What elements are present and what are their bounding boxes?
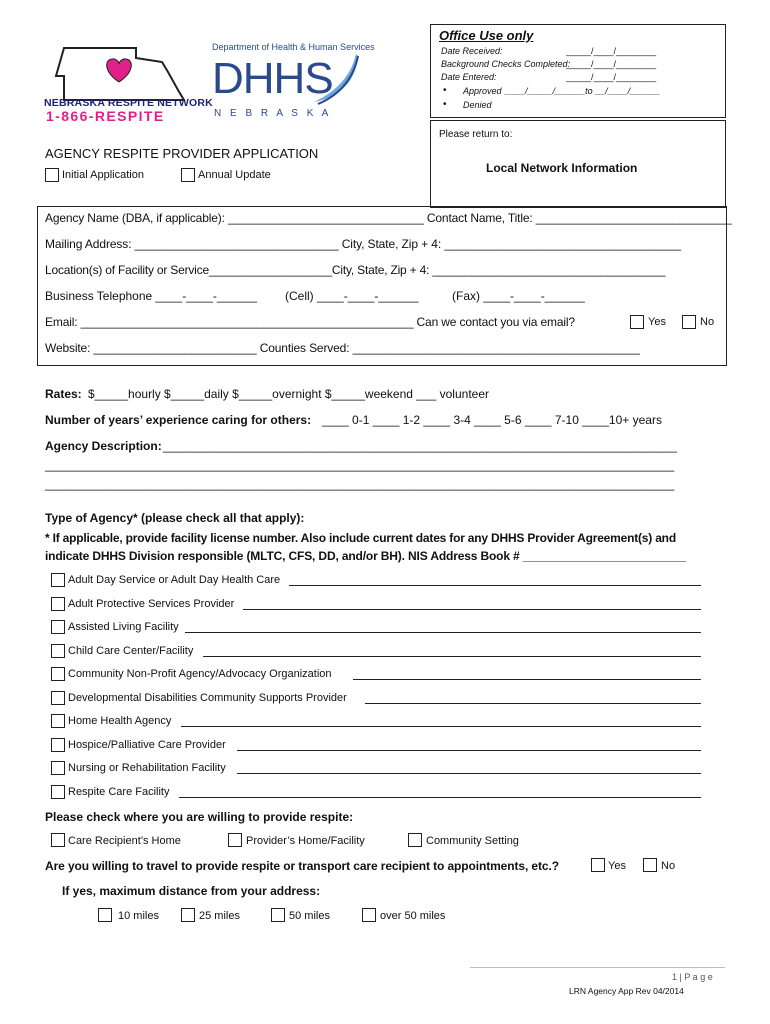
agency-type-title: Type of Agency* (please check all that apply):	[45, 511, 305, 525]
agency-type-label: Adult Protective Services Provider	[68, 598, 235, 610]
agency-type-note2: indicate DHHS Division responsible (MLTC, CFS, DD, and/or BH). NIS Address Book # _________________________	[45, 549, 686, 563]
respite-location-title: Please check where you are willing to provide respite:	[45, 810, 354, 824]
experience-options[interactable]: ____ 0-1 ____ 1-2 ____ 3-4 ____ 5-6 ____ 7-10 ____10+ years	[322, 413, 662, 427]
license-line[interactable]	[365, 703, 701, 704]
care-recipient-home-label: Care Recipient’s Home	[68, 835, 181, 847]
list-item	[51, 785, 701, 801]
date-entered-label: Date Entered:	[441, 72, 497, 82]
page-number: 1 | P a g e	[672, 972, 713, 982]
travel-no-label: No	[661, 860, 676, 872]
agency-type-checkbox[interactable]	[51, 573, 65, 587]
distance-10-checkbox[interactable]	[98, 908, 112, 922]
background-check-label: Background Checks Completed:	[441, 59, 571, 69]
agency-type-label: Respite Care Facility	[68, 786, 170, 798]
license-line[interactable]	[289, 585, 701, 586]
care-recipient-home-checkbox[interactable]	[51, 833, 65, 847]
agency-type-checkbox[interactable]	[51, 620, 65, 634]
annual-update-label: Annual Update	[198, 169, 271, 181]
agency-type-checkbox[interactable]	[51, 785, 65, 799]
email-yes-checkbox[interactable]	[630, 315, 644, 329]
agency-type-checkbox[interactable]	[51, 738, 65, 752]
dhhs-state: N E B R A S K A	[214, 108, 332, 119]
footer-divider	[470, 967, 725, 968]
distance-25-label: 25 miles	[199, 910, 240, 922]
agency-type-label: Adult Day Service or Adult Day Health Care	[68, 574, 281, 586]
agency-description-label: Agency Description:	[45, 439, 162, 453]
email-field[interactable]: Email: ___________________________________________________ Can we contact you via email?	[45, 315, 575, 329]
distance-50plus-label: over 50 miles	[380, 910, 446, 922]
travel-yes-label: Yes	[608, 860, 626, 872]
distance-50-label: 50 miles	[289, 910, 330, 922]
travel-no-checkbox[interactable]	[643, 858, 657, 872]
license-line[interactable]	[237, 773, 701, 774]
travel-question: Are you willing to travel to provide respite or transport care recipient to appointments, etc.?	[45, 859, 559, 873]
license-line[interactable]	[353, 679, 701, 680]
list-item	[51, 644, 701, 660]
agency-type-checkbox[interactable]	[51, 644, 65, 658]
agency-type-label: Child Care Center/Facility	[68, 645, 194, 657]
provider-home-label: Provider’s Home/Facility	[246, 835, 365, 847]
fax-field[interactable]: (Fax) ____-____-______	[452, 289, 585, 303]
agency-name-field[interactable]: Agency Name (DBA, if applicable): ______________________________ Contact Name, Title: ______________________________	[45, 211, 732, 225]
website-field[interactable]: Website: _________________________ Counties Served: ____________________________________________	[45, 341, 640, 355]
distance-10-label: 10 miles	[118, 910, 159, 922]
agency-description-line3[interactable]: _______________________________________________________________________________________________	[45, 477, 675, 491]
date-entered-value[interactable]: _____/____/________	[566, 72, 657, 82]
provider-home-checkbox[interactable]	[228, 833, 242, 847]
distance-25-checkbox[interactable]	[181, 908, 195, 922]
agency-type-label: Hospice/Palliative Care Provider	[68, 739, 226, 751]
list-item	[51, 691, 701, 707]
swoosh-icon	[314, 52, 360, 106]
list-item	[51, 597, 701, 613]
license-line[interactable]	[237, 750, 701, 751]
denied-bullet: •	[443, 99, 447, 110]
location-field[interactable]: Location(s) of Facility or Service___________________City, State, Zip + 4: ____________________________________	[45, 263, 666, 277]
nrn-phone: 1-866-RESPITE	[46, 108, 165, 124]
approved-value[interactable]: ____/_____/______to __/____/______	[505, 86, 661, 96]
email-no-checkbox[interactable]	[682, 315, 696, 329]
denied-label: Denied	[463, 100, 492, 110]
distance-50-checkbox[interactable]	[271, 908, 285, 922]
rates-field[interactable]: $_____hourly $_____daily $_____overnight $_____weekend ___ volunteer	[88, 387, 489, 401]
agency-type-label: Assisted Living Facility	[68, 621, 179, 633]
list-item	[51, 573, 701, 589]
nrn-logo	[44, 44, 213, 126]
revision-note: LRN Agency App Rev 04/2014	[569, 986, 684, 996]
experience-label: Number of years’ experience caring for others:	[45, 413, 312, 427]
list-item	[51, 761, 701, 777]
community-setting-label: Community Setting	[426, 835, 519, 847]
date-received-value[interactable]: _____/____/________	[566, 46, 657, 56]
page-title: AGENCY RESPITE PROVIDER APPLICATION	[45, 146, 319, 161]
cell-field[interactable]: (Cell) ____-____-______	[285, 289, 419, 303]
nebraska-map-icon	[44, 44, 194, 104]
agency-type-checkbox[interactable]	[51, 714, 65, 728]
agency-type-label: Nursing or Rehabilitation Facility	[68, 762, 226, 774]
agency-type-note1: * If applicable, provide facility license number. Also include current dates for any DHHS Provider Agreement(s) and	[45, 531, 676, 545]
license-line[interactable]	[203, 656, 701, 657]
list-item	[51, 667, 701, 683]
community-setting-checkbox[interactable]	[408, 833, 422, 847]
approved-bullet: •	[443, 85, 447, 96]
distance-label: If yes, maximum distance from your address:	[62, 884, 321, 898]
office-use-title: Office Use only	[439, 28, 534, 43]
initial-application-checkbox[interactable]	[45, 168, 59, 182]
return-label: Please return to:	[439, 129, 513, 140]
rates-label: Rates:	[45, 387, 82, 401]
agency-type-label: Community Non-Profit Agency/Advocacy Organization	[68, 668, 332, 680]
business-telephone-field[interactable]: Business Telephone ____-____-______	[45, 289, 257, 303]
agency-type-label: Developmental Disabilities Community Supports Provider	[68, 692, 347, 704]
agency-type-checkbox[interactable]	[51, 691, 65, 705]
date-received-label: Date Received:	[441, 46, 503, 56]
list-item	[51, 714, 701, 730]
agency-type-checkbox[interactable]	[51, 667, 65, 681]
email-yes-label: Yes	[648, 316, 666, 328]
list-item	[51, 738, 701, 754]
agency-description-line1[interactable]: _____________________________________________________________________________	[163, 439, 677, 453]
approved-label: Approved	[463, 86, 502, 96]
mailing-address-field[interactable]: Mailing Address: _______________________________ City, State, Zip + 4: ____________________________________	[45, 237, 681, 251]
annual-update-checkbox[interactable]	[181, 168, 195, 182]
nrn-name: NEBRASKA RESPITE NETWORK	[44, 97, 213, 109]
agency-type-checkbox[interactable]	[51, 761, 65, 775]
background-check-value[interactable]: _____/____/________	[566, 59, 657, 69]
license-line[interactable]	[185, 632, 701, 633]
initial-application-label: Initial Application	[62, 169, 144, 181]
agency-description-line2[interactable]: _______________________________________________________________________________________________	[45, 458, 675, 472]
license-line[interactable]	[179, 797, 701, 798]
agency-type-label: Home Health Agency	[68, 715, 172, 727]
distance-50plus-checkbox[interactable]	[362, 908, 376, 922]
dhhs-logo	[212, 42, 375, 122]
list-item	[51, 620, 701, 636]
agency-type-checkbox[interactable]	[51, 597, 65, 611]
local-network-info: Local Network Information	[486, 161, 638, 175]
dhhs-department: Department of Health & Human Services	[212, 42, 375, 52]
dhhs-title: DHHS	[212, 54, 333, 103]
travel-yes-checkbox[interactable]	[591, 858, 605, 872]
license-line[interactable]	[181, 726, 701, 727]
license-line[interactable]	[243, 609, 701, 610]
email-no-label: No	[700, 316, 715, 328]
